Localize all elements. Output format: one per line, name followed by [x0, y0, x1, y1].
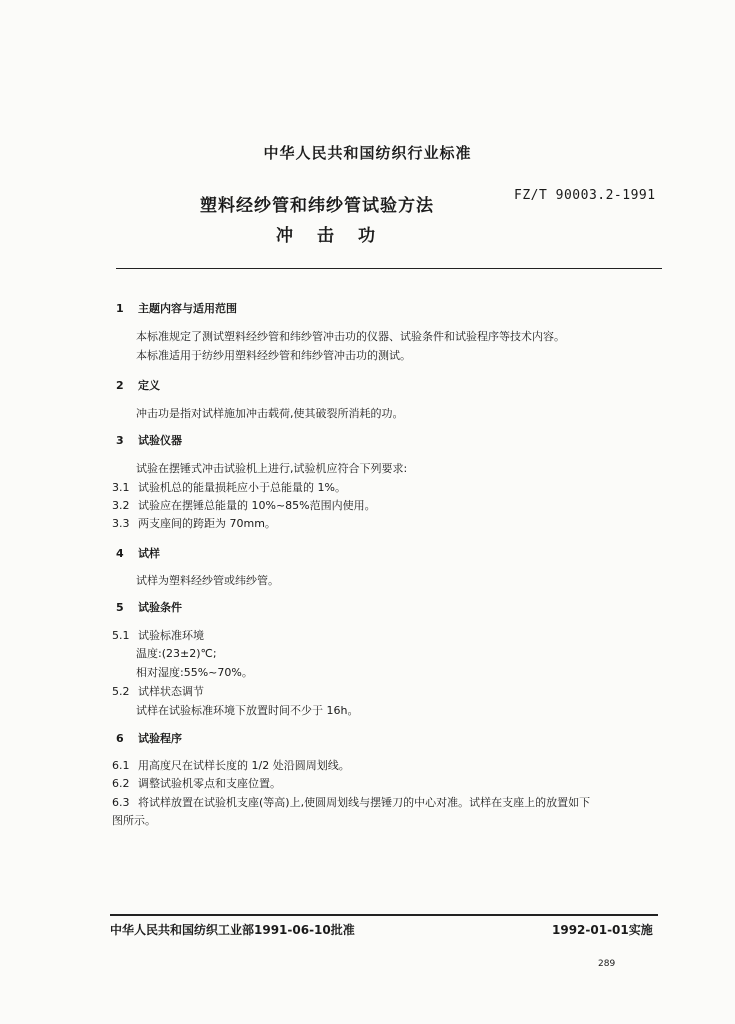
- issuing-organization: 中华人民共和国纺织行业标准: [263, 144, 472, 162]
- clause-text: 两支座间的跨距为 70mm。: [138, 517, 276, 530]
- clause-6-2: [112, 775, 281, 791]
- section-number: 5: [116, 601, 124, 614]
- document-subtitle: 冲击功: [276, 226, 399, 246]
- standard-code: FZ/T 90003.2-1991: [514, 188, 656, 203]
- clause-5-2-line-1: 试样在试验标准环境下放置时间不少于 16h。: [136, 704, 359, 717]
- section-title: 试验程序: [138, 732, 182, 745]
- section-number: 3: [116, 434, 124, 447]
- implementation-date: 1992-01-01实施: [552, 923, 653, 937]
- clause-5-1: [112, 627, 204, 643]
- clause-number: 3.3: [112, 517, 130, 530]
- document-title: 塑料经纱管和纬纱管试验方法: [200, 196, 434, 216]
- clause-number: 6.2: [112, 777, 130, 790]
- section-6-heading: [116, 730, 182, 746]
- clause-text: 试样状态调节: [138, 685, 204, 698]
- clause-number: 3.2: [112, 499, 130, 512]
- section-1-paragraph-2: 本标准适用于纺纱用塑料经纱管和纬纱管冲击功的测试。: [136, 349, 411, 362]
- section-1-paragraph-1: 本标准规定了测试塑料经纱管和纬纱管冲击功的仪器、试验条件和试验程序等技术内容。: [136, 330, 565, 343]
- clause-6-3-continuation: 图所示。: [112, 814, 156, 827]
- section-4-heading: [116, 545, 160, 561]
- section-4-paragraph: 试样为塑料经纱管或纬纱管。: [136, 574, 279, 587]
- page-number: 289: [598, 959, 616, 969]
- section-number: 1: [116, 302, 124, 315]
- section-number: 2: [116, 379, 124, 392]
- clause-3-3: [112, 515, 276, 531]
- section-3-heading: [116, 432, 182, 448]
- clause-text: 试验应在摆锤总能量的 10%~85%范围内使用。: [138, 499, 376, 512]
- clause-5-1-line-1: 温度:(23±2)℃;: [136, 647, 217, 660]
- clause-number: 6.3: [112, 796, 130, 809]
- clause-6-1: [112, 757, 350, 773]
- clause-6-3: [112, 794, 590, 810]
- clause-number: 5.1: [112, 629, 130, 642]
- clause-5-1-line-2: 相对湿度:55%~70%。: [136, 666, 253, 679]
- section-title: 试验仪器: [138, 434, 182, 447]
- section-2-heading: [116, 377, 160, 393]
- clause-3-1: [112, 479, 346, 495]
- clause-text: 试验机总的能量损耗应小于总能量的 1%。: [138, 481, 346, 494]
- section-3-paragraph: 试验在摆锤式冲击试验机上进行,试验机应符合下列要求:: [136, 462, 408, 475]
- clause-text: 将试样放置在试验机支座(等高)上,使圆周划线与摆锤刀的中心对准。试样在支座上的放置如下: [138, 796, 591, 809]
- footer-divider: [110, 914, 658, 916]
- section-title: 试样: [138, 547, 160, 560]
- clause-text: 试验标准环境: [138, 629, 204, 642]
- section-2-paragraph: 冲击功是指对试样施加冲击载荷,使其破裂所消耗的功。: [136, 407, 404, 420]
- clause-number: 3.1: [112, 481, 130, 494]
- clause-3-2: [112, 497, 376, 513]
- clause-text: 调整试验机零点和支座位置。: [138, 777, 281, 790]
- section-number: 6: [116, 732, 124, 745]
- section-1-heading: [116, 300, 237, 316]
- clause-5-2: [112, 683, 204, 699]
- section-title: 试验条件: [138, 601, 182, 614]
- clause-text: 用高度尺在试样长度的 1/2 处沿圆周划线。: [138, 759, 350, 772]
- section-number: 4: [116, 547, 124, 560]
- section-5-heading: [116, 599, 182, 615]
- clause-number: 6.1: [112, 759, 130, 772]
- section-title: 定义: [138, 379, 160, 392]
- clause-number: 5.2: [112, 685, 130, 698]
- approval-statement: 中华人民共和国纺织工业部1991-06-10批准: [110, 923, 355, 937]
- section-title: 主题内容与适用范围: [138, 302, 237, 315]
- header-divider: [116, 268, 662, 269]
